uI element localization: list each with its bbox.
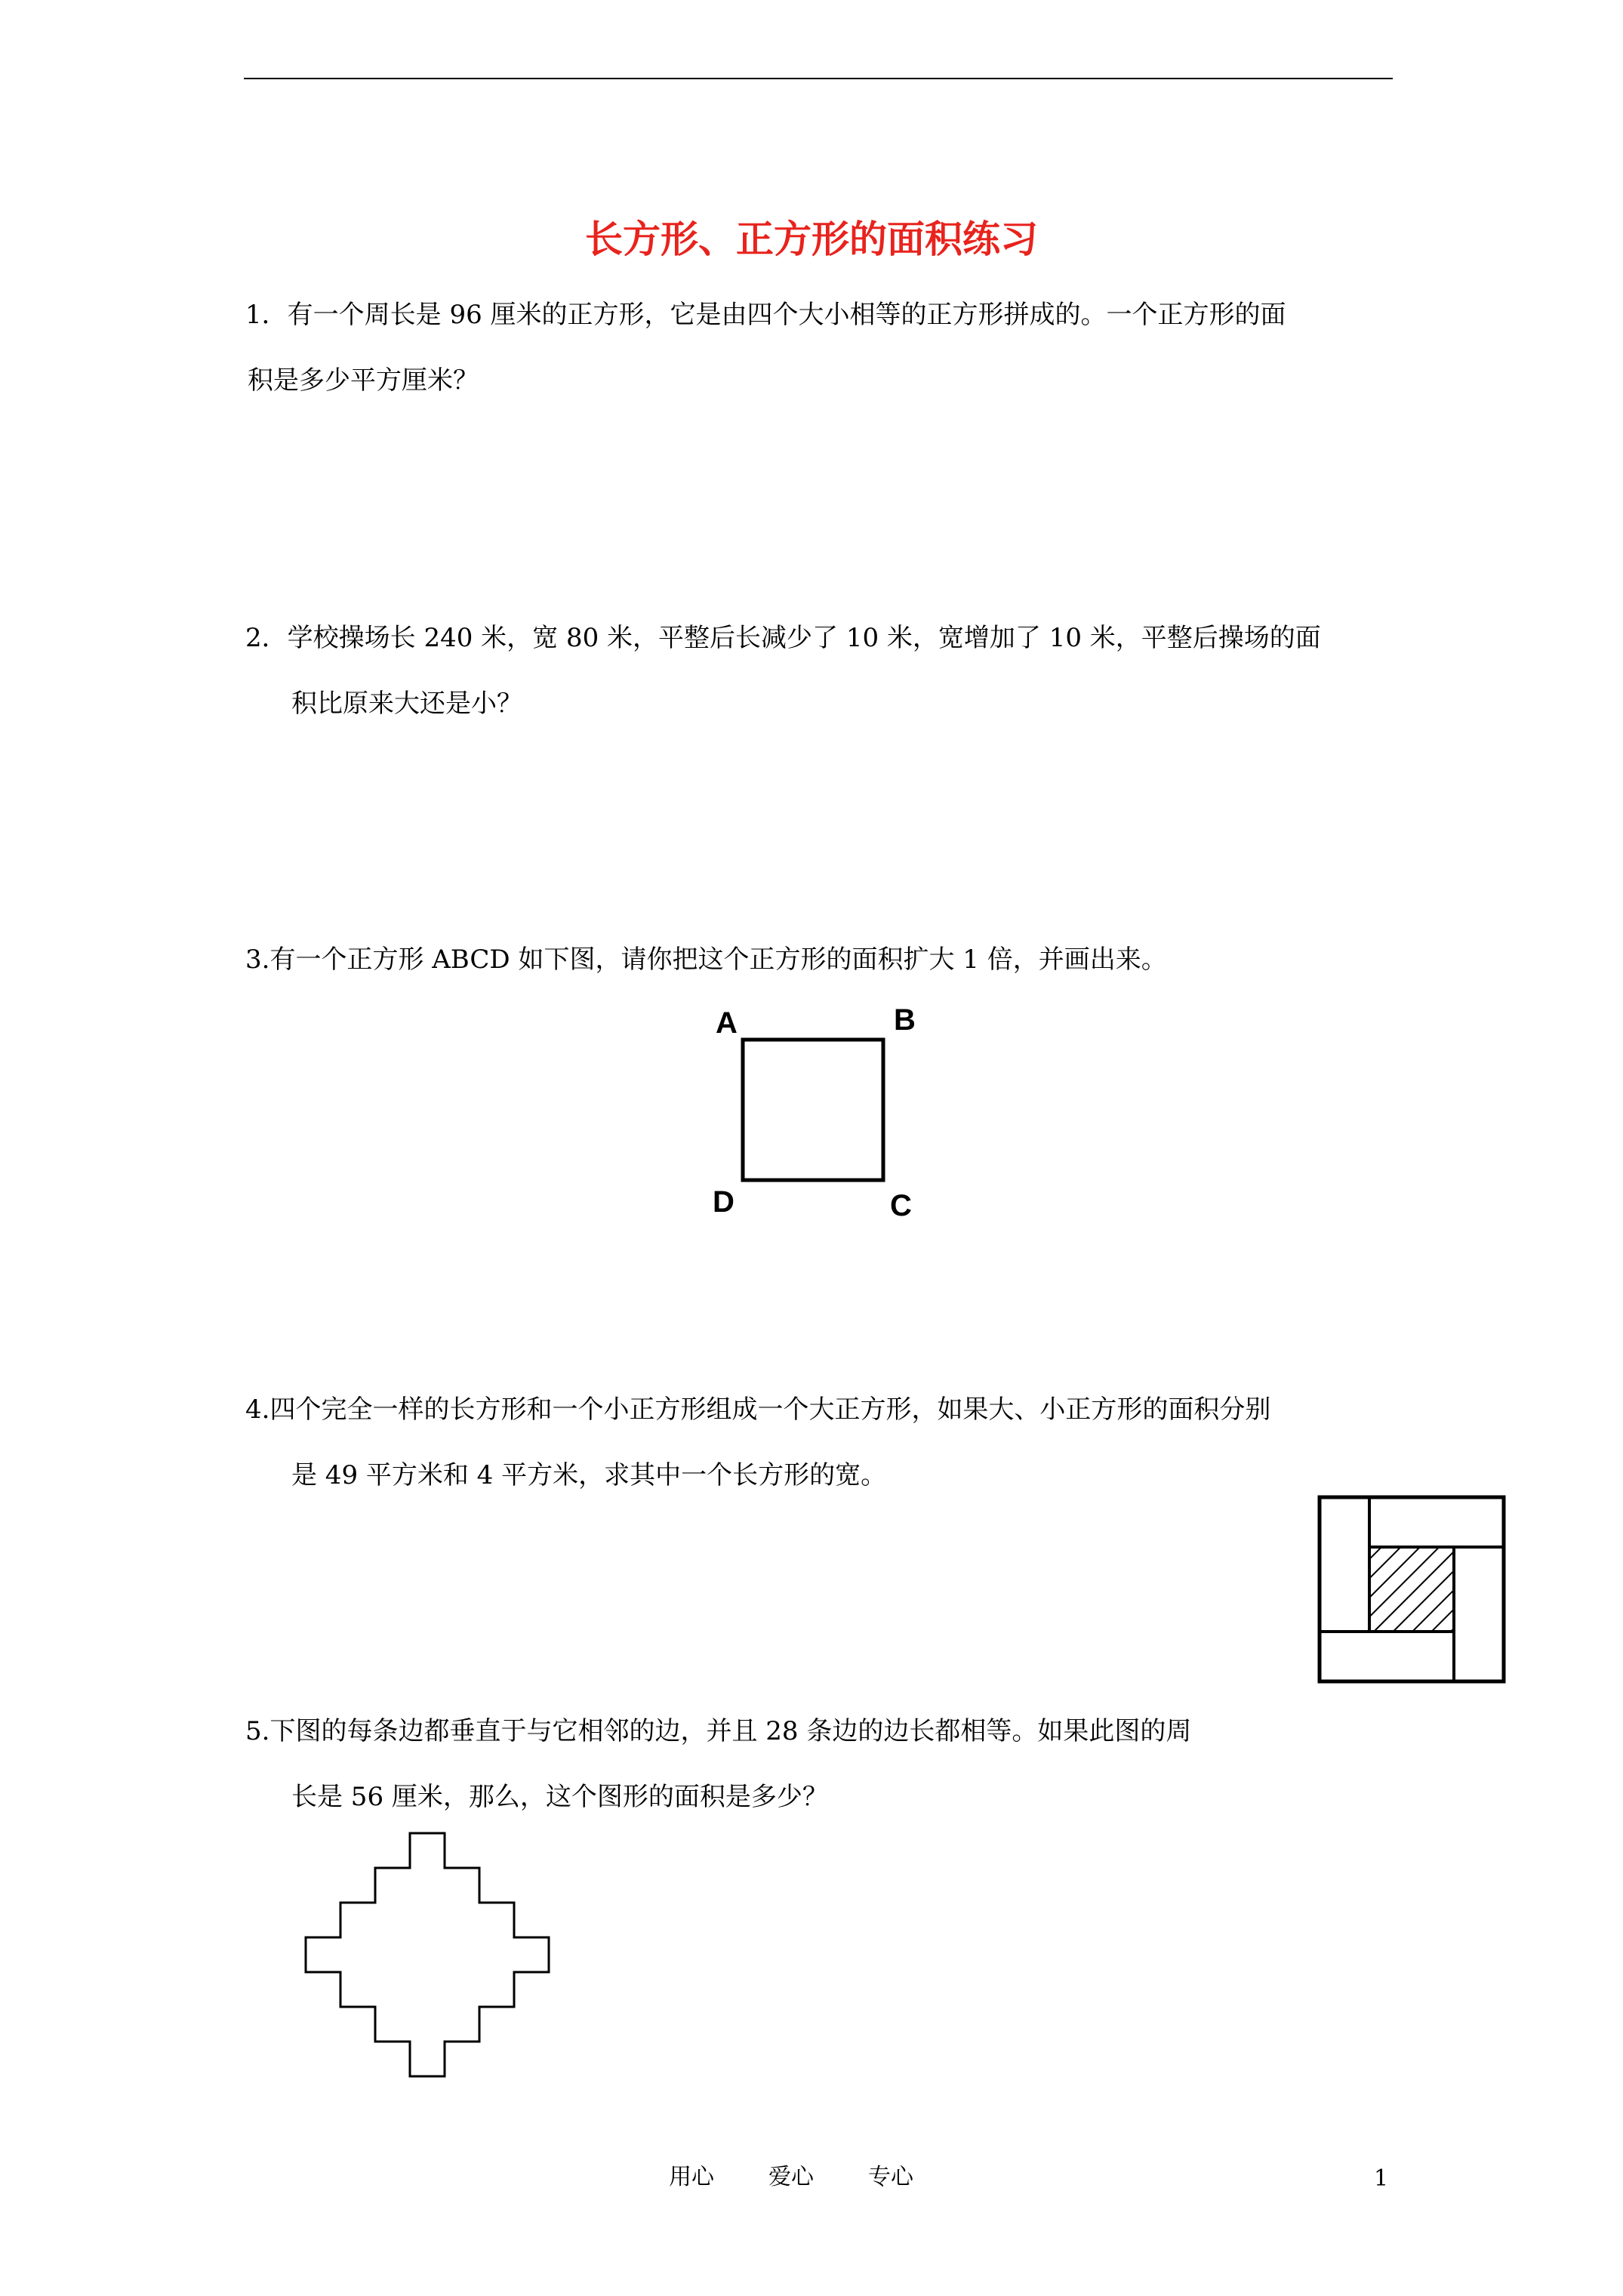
square-abcd-figure: [702, 997, 929, 1223]
footer-text-right: 专心: [868, 2164, 913, 2190]
question-4-line-2: 是 49 平方米和 4 平方米，求其中一个长方形的宽。: [291, 1460, 887, 1490]
pinwheel-rectangles-figure: [1317, 1495, 1514, 1691]
footer-text-left: 用心: [669, 2164, 714, 2190]
question-2-line-2: 积比原来大还是小？: [291, 689, 522, 719]
label-d: D: [713, 1185, 735, 1219]
header-rule: [244, 78, 1393, 79]
label-a: A: [716, 1006, 738, 1040]
question-5-line-1: 5.下图的每条边都垂直于与它相邻的边，并且 28 条边的边长都相等。如果此图的周: [245, 1716, 1192, 1746]
question-3-line-1: 3.有一个正方形 ABCD 如下图，请你把这个正方形的面积扩大 1 倍，并画出来。: [245, 945, 1167, 975]
question-2-line-1: 2．学校操场长 240 米，宽 80 米，平整后长减少了 10 米，宽增加了 10 米，平整后操场的面: [245, 623, 1321, 653]
question-1-line-1: 1．有一个周长是 96 厘米的正方形，它是由四个大小相等的正方形拼成的。一个正方形的面: [245, 300, 1286, 330]
label-b: B: [894, 1003, 916, 1037]
stepped-cross-shape: [306, 1833, 549, 2076]
question-1-line-2: 积是多少平方厘米？: [248, 365, 479, 396]
page-number: 1: [1374, 2165, 1389, 2192]
page-title: 长方形、正方形的面积练习: [585, 217, 1038, 261]
hatched-small-square: [1369, 1547, 1454, 1632]
stepped-cross-figure: [302, 1827, 559, 2084]
square-abcd: [743, 1040, 883, 1180]
footer-text-middle: 爱心: [768, 2164, 814, 2190]
question-4-line-1: 4.四个完全一样的长方形和一个小正方形组成一个大正方形，如果大、小正方形的面积分别: [245, 1395, 1271, 1425]
label-c: C: [890, 1189, 912, 1222]
question-5-line-2: 长是 56 厘米，那么，这个图形的面积是多少？: [291, 1782, 828, 1812]
